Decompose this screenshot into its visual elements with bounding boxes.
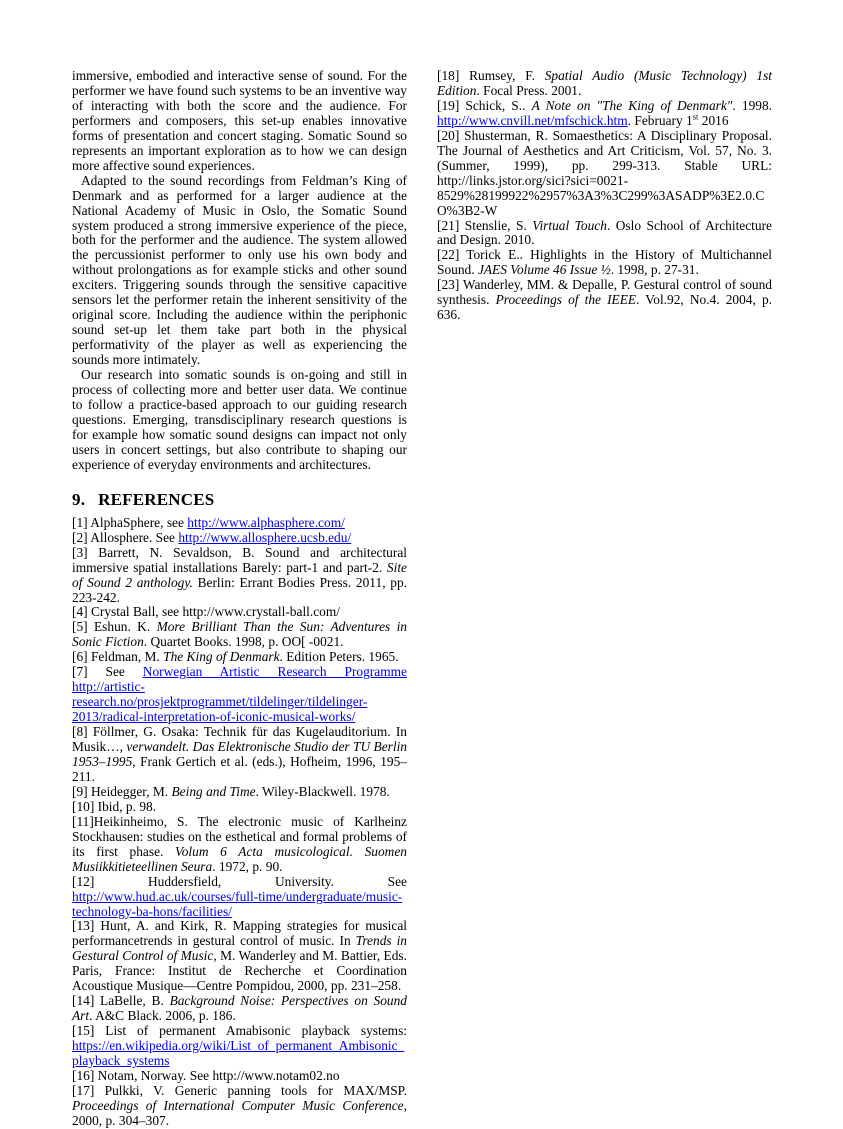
body-paragraph: Our research into somatic sounds is on-going and still in process of collecting more and better user data. We continue to follow a practice-based approach to our guiding research questions. Emerging, transdisciplinary research questions is for example how somatic sound designs can impact not only users in concert settings, but also contribute to shaping our experience of everyday environments and architectures.	[72, 367, 407, 472]
reference-item	[72, 725, 407, 785]
body-paragraph: immersive, embodied and interactive sense of sound. For the performer we have found such systems to be an inventive way of interacting with both the score and the audience. For performers and composers, this set-up enables innovative forms of presentation and concert staging. Somatic Sound so represents an important exploration as to how we can design more affective sound experiences.	[72, 68, 407, 173]
reference-text: . Edition Peters. 1965.	[279, 649, 399, 665]
reference-item	[72, 919, 407, 994]
reference-title-italic: A Note on "The King of Denmark"	[531, 97, 733, 113]
reference-text: . 1998.	[732, 97, 773, 113]
reference-text: [18] Rumsey, F.	[437, 68, 545, 83]
reference-title-italic: Virtual Touch	[532, 217, 607, 233]
reference-link[interactable]: https://en.wikipedia.org/wiki/List_of_permanent_Ambisonic_playback_systems	[72, 1038, 405, 1069]
reference-text: . Focal Press. 2001.	[476, 82, 582, 98]
reference-text: [23] Wanderley, MM. & Depalle, P. Gestural control of sound synthesis.	[437, 277, 772, 308]
reference-superscript: st	[692, 111, 699, 122]
reference-text: [4] Crystal Ball, see http://www.crystall-ball.com/	[72, 604, 341, 620]
reference-item	[72, 875, 407, 920]
reference-text: [3] Barrett, N. Sevaldson, B. Sound and architectural immersive spatial installations Barely: part-1 and part-2.	[72, 544, 407, 575]
reference-title-italic: Proceedings of the IEEE	[495, 292, 637, 308]
reference-item	[72, 1084, 407, 1129]
reference-text: [11]Heikinheimo, S. The electronic music of Karlheinz Stockhausen: studies on the esthetical and formal problems of its first phase.	[72, 813, 407, 859]
reference-text: [7] See	[72, 664, 143, 680]
body-paragraph: Adapted to the sound recordings from Feldman’s King of Denmark and as performed for a larger audience at the National Academy of Music in Oslo, the Somatic Sound system produced a strong immersive experience of the piece, both for the performer and the audience. The system allowed the percussionist performer to only use his own body and without prolongations as for example sticks and other sound exciters. Triggering sounds through the sensitive capacitive sensors let the performer retain the inherent sensitivity of the original score. Including the audience within the periphonic sound set-up let them take part both in the physical performativity of the player as well as experiencing the sounds more intimately.	[72, 172, 407, 368]
reference-item	[437, 129, 772, 219]
reference-text: . Wiley-Blackwell. 1978.	[255, 783, 390, 799]
reference-link[interactable]: http://www.cnvill.net/mfschick.htm	[437, 112, 628, 128]
reference-title-italic: Proceedings of International Computer Music Conference	[72, 1097, 404, 1113]
reference-title-italic: Spatial Audio (Music Technology) 1st Edition	[437, 68, 772, 98]
reference-text: 2016	[698, 112, 729, 128]
references-section-heading	[72, 490, 407, 509]
reference-text: . A&C Black. 2006, p. 186.	[89, 1008, 236, 1024]
reference-text: , M. Wanderley and M. Battier, Eds. Paris, France: Institut de Recherche et Coordination Acoustique Musique—Centre Pompidou, 2000, pp. 231–258.	[72, 948, 407, 994]
reference-title-italic: JAES Volume 46 Issue ½	[477, 262, 611, 278]
section-number: 9.	[72, 489, 86, 509]
reference-text: . Vol.92, No.4. 2004, p. 636.	[437, 292, 772, 323]
reference-item	[72, 800, 407, 815]
reference-title-italic: Background Noise: Perspectives on Sound Art	[72, 993, 407, 1024]
reference-item	[72, 1024, 407, 1069]
reference-text: [21] Stenslie, S.	[437, 217, 533, 233]
reference-title-italic: Site of Sound 2 anthology.	[72, 559, 407, 590]
reference-text: Berlin: Errant Bodies Press. 2011, pp. 223-242.	[72, 574, 407, 605]
reference-text: [6] Feldman, M.	[72, 649, 164, 665]
reference-item	[72, 994, 407, 1024]
reference-text: . 1972, p. 90.	[212, 858, 283, 874]
reference-link[interactable]: Norwegian Artistic Research Programme http://artistic-research.no/prosjektprogrammet/tildelinger/tildelinger-2013/radical-interpretation-of-iconic-musical-works/	[72, 664, 407, 725]
reference-text: [2] Allosphere. See	[72, 529, 179, 545]
reference-title-italic: verwandelt. Das Elektronische Studio der TU Berlin 1953–1995	[72, 739, 407, 769]
reference-text: [17] Pulkki, V. Generic panning tools for MAX/MSP.	[72, 1082, 407, 1098]
reference-text: . February 1	[627, 112, 693, 128]
reference-item	[72, 620, 407, 650]
reference-item	[72, 815, 407, 875]
reference-text: , 2000, p. 304–307.	[72, 1097, 407, 1128]
reference-text: [19] Schick, S..	[437, 97, 532, 113]
reference-text: [22] Torick E.. Highlights in the History of Multichannel Sound.	[437, 247, 772, 278]
reference-text: [16] Notam, Norway. See http://www.notam02.no	[72, 1068, 340, 1083]
reference-text: [15] List of permanent Amabisonic playback systems:	[72, 1023, 407, 1039]
reference-item	[72, 531, 407, 546]
reference-title-italic: The King of Denmark	[163, 649, 280, 665]
reference-item	[437, 219, 772, 249]
reference-text: [13] Hunt, A. and Kirk, R. Mapping strategies for musical performancetrends in gestural control of music. In	[72, 918, 407, 949]
reference-item	[437, 278, 772, 323]
reference-title-italic: Trends in Gestural Control of Music	[72, 933, 408, 964]
left-column	[72, 69, 407, 1129]
right-column	[437, 69, 772, 323]
reference-item	[437, 248, 772, 278]
reference-item	[72, 516, 407, 531]
reference-item	[72, 650, 407, 665]
reference-title-italic: Volum 6 Acta musicological. Suomen Musiikkitieteellinen Seura	[72, 843, 407, 874]
reference-item	[72, 1069, 407, 1084]
reference-text: . 1998, p. 27-31.	[610, 262, 699, 278]
reference-item	[72, 665, 407, 725]
reference-item	[72, 546, 407, 606]
reference-link[interactable]: http://www.allosphere.ucsb.edu/	[178, 529, 352, 545]
reference-text: [10] Ibid, p. 98.	[72, 798, 157, 814]
reference-text: [12] Huddersfield, University. See	[72, 873, 407, 889]
section-title: REFERENCES	[98, 489, 215, 509]
references-list-right	[437, 69, 772, 323]
reference-text: [9] Heidegger, M.	[72, 783, 172, 799]
reference-text: [8] Föllmer, G. Osaka: Technik für das Kugelauditorium. In Musik…,	[72, 724, 407, 755]
references-list-left	[72, 516, 407, 1129]
reference-link[interactable]: http://www.hud.ac.uk/courses/full-time/undergraduate/music-technology-ba-hons/facilities/	[72, 888, 403, 919]
reference-link[interactable]: http://www.alphasphere.com/	[187, 514, 345, 530]
reference-item	[72, 605, 407, 620]
reference-text: , Frank Gertich et al. (eds.), Hofheim, 1996, 195–211.	[72, 753, 407, 784]
reference-text: [5] Eshun. K.	[72, 619, 157, 635]
reference-text: . Oslo School of Architecture and Design. 2010.	[437, 217, 772, 248]
reference-title-italic: More Brilliant Than the Sun: Adventures in Sonic Fiction	[72, 619, 408, 650]
reference-item	[437, 99, 772, 129]
reference-item	[437, 69, 772, 99]
reference-text: . Quartet Books. 1998, p. OO[ -0021.	[143, 634, 344, 650]
reference-text: [20] Shusterman, R. Somaesthetics: A Disciplinary Proposal. The Journal of Aesthetics and Art Criticism, Vol. 57, No. 3. (Summer, 1999), pp. 299-313. Stable URL: http://links.jstor.org/sici?sici=0021-8529%28199922%2957%3A3%3C299%3ASADP%3E2.0.CO%3B2-W	[437, 127, 772, 218]
reference-item	[72, 785, 407, 800]
reference-text: [1] AlphaSphere, see	[72, 514, 188, 530]
reference-title-italic: Being and Time	[171, 783, 256, 799]
reference-text: [14] LaBelle, B.	[72, 993, 170, 1009]
